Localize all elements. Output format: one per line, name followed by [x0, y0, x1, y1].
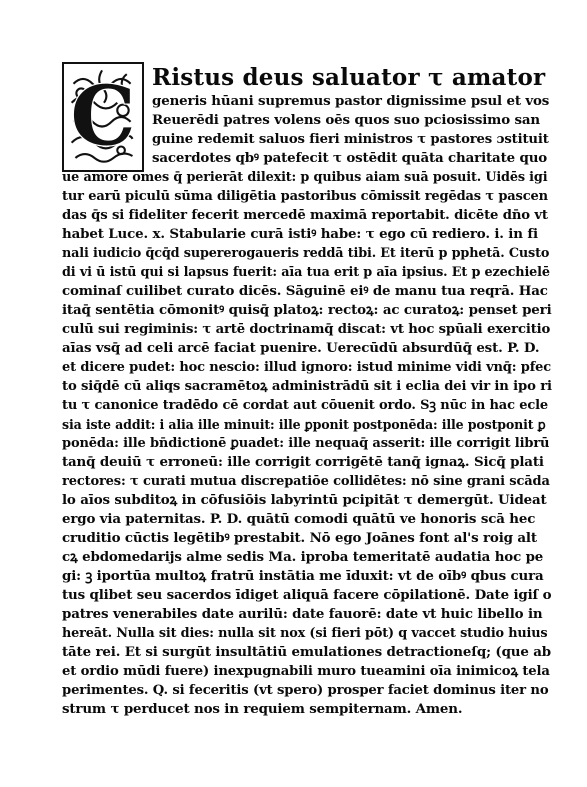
text-line: tu τ canonice tradēdo cē cordat aut cōuenit ordo. Sꝫ nūc in hac ecle — [62, 398, 549, 413]
text-line: tur earū piculū sūma diligētia pastoribus cōmissit regēdas τ pascen — [62, 189, 548, 204]
text-line: hereāt. Nulla sit dies: nulla sit nox (si fieri pōt) q vaccet studio huius — [62, 626, 548, 641]
text-line: tus qlibet seu sacerdos īdiget aliquā facere cōpilationē. Date igiſ o — [62, 587, 552, 603]
decorated-initial-letter — [62, 62, 144, 172]
text-line: to siq̄dē cū aliqs sacramētoꝝ administrādū sit i eclia dei vir in ipo ri — [62, 379, 552, 394]
ornamental-initial-c — [64, 64, 142, 170]
text-line: cꝝ ebdomedarijs alme sedis Ma. iproba temeritatē audatia hoc pe — [62, 549, 544, 565]
text-line: ue amore omes q̄ perierāt dilexit: p quibus aiam suā posuit. Uidēs igi — [62, 170, 548, 185]
opening-line: Ristus deus saluator τ amator — [152, 64, 546, 91]
text-line: culū sui regiminis: τ artē doctrinamq̄ discat: vt hoc spūali exercitio — [62, 322, 551, 337]
text-line: guine redemit saluos fieri ministros τ pastores ɔstituit — [152, 132, 549, 147]
text-line: habet Luce. x. Stabularie curā istiꝰ habe: τ ego cū rediero. i. in fi — [62, 226, 538, 242]
text-line: ergo via paternitas. P. D. quātū comodi quātū ve honoris scā hec — [62, 511, 536, 527]
text-line: lo aīos subditoꝝ in cōfusiōis labyrintū pcipitāt τ demergūt. Uideat — [62, 492, 547, 508]
text-line: patres venerabiles date aurilū: date fauorē: date vt huic libello in — [62, 606, 543, 622]
text-line: Reuerēdi patres volens oēs quos suo pciosissimo san — [152, 112, 540, 128]
text-line: sacerdotes qbꝰ patefecit τ ostēdit quāta charitate quo — [152, 150, 548, 166]
text-line: nali iudicio q̄cq̄d supererogaueris reddā tibi. Et iterū p pphetā. Custo — [62, 246, 550, 261]
text-line: gi: ꝫ iportūa multoꝝ fratrū instātia me īduxit: vt de oībꝰ qbus cura — [62, 568, 544, 584]
text-line: rectores: τ curati mutua discrepatiōe collidētes: nō sine grani scāda — [62, 474, 550, 489]
text-line: aīas vsq̄ ad celi arcē faciat puenire. Uerecūdū absurdūq̄ est. P. D. — [62, 340, 540, 356]
text-line: tāte rei. Et si surgūt insultātiū emulationes detractioneſq; (que ab — [62, 644, 551, 660]
text-line: perimentes. Q. si feceritis (vt spero) prosper faciet dominus iter no — [62, 683, 549, 698]
text-line: et dicere pudet: hoc nescio: illud ignoro: istud minime vidi vnq̄: pfec — [62, 360, 552, 375]
text-line: et ordio mūdi fuere) inexpugnabili muro tueamini oīa inimicoꝝ tela — [62, 664, 550, 679]
text-line: cruditio cūctis legētibꝰ prestabit. Nō ego Joānes font al's roig alt — [62, 530, 537, 546]
initial-letter-glyph: C — [70, 68, 136, 165]
text-line: sia iste addit: i alia ille minuit: ille ꝑponit postponēda: ille postponit ꝑ — [62, 417, 546, 432]
text-line: itaq̄ sentētia cōmonitꝰ quisq̄ platoꝝ: rectoꝝ: ac curatoꝝ: penset peri — [62, 302, 552, 318]
text-line: das q̄s si fideliter fecerit mercedē maximā reportabit. dicēte dn̄o vt — [62, 208, 548, 223]
text-line: ponēda: ille bn̄dictionē ꝑuadet: ille nequaq̄ asserit: ille corrigit librū — [62, 436, 550, 451]
text-line: tanq̄ deuiū τ erroneū: ille corrigit corrigētē tanq̄ ignaꝝ. Sicq̄ plati — [62, 454, 544, 470]
text-line: di vi ū istū qui si lapsus fuerit: aīa tua erit p aīa ipsius. Et p ezechielē — [62, 265, 550, 280]
text-line: strum τ perducet nos in requiem sempiternam. Amen. — [62, 701, 463, 717]
text-line: generis hūani supremus pastor dignissime psul et vos — [152, 93, 550, 109]
text-line: cominaſ cuilibet curato dicēs. Sāguinē eiꝰ de manu tua reqrā. Hac — [62, 283, 548, 299]
